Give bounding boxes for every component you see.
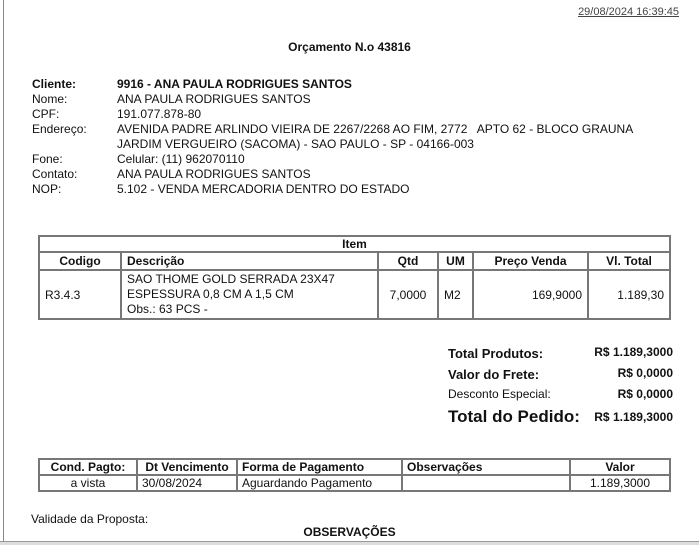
item-desc-line1: SAO THOME GOLD SERRADA 23X47: [127, 272, 335, 286]
item-preco: 169,9000: [473, 270, 588, 319]
endereco-line2: JARDIM VERGUEIRO (SACOMA) - SAO PAULO - SP - 04166-003: [117, 137, 474, 151]
valor-frete-value: R$ 0,0000: [617, 366, 673, 380]
cliente-value: 9916 - ANA PAULA RODRIGUES SANTOS: [117, 77, 352, 91]
item-obs: Obs.: 63 PCS -: [127, 302, 208, 316]
total-pedido-label: Total do Pedido:: [448, 407, 580, 426]
nop-value: 5.102 - VENDA MERCADORIA DENTRO DO ESTADO: [117, 182, 410, 196]
cliente-label: Cliente:: [32, 77, 77, 91]
item-desc-line2: ESPESSURA 0,8 CM A 1,5 CM: [127, 287, 294, 301]
col-descricao: Descrição: [121, 252, 378, 270]
table-row: [39, 475, 670, 491]
payment-table: [38, 458, 671, 492]
col-forma-pagamento: Forma de Pagamento: [237, 459, 402, 475]
observacoes-title: OBSERVAÇÕES: [303, 525, 396, 539]
item-descricao: [121, 270, 378, 319]
endereco-line1: AVENIDA PADRE ARLINDO VIEIRA DE 2267/2268 AO FIM, 2772 APTO 62 - BLOCO GRAUNA: [117, 122, 634, 136]
col-valor: Valor: [570, 459, 670, 475]
nome-value: ANA PAULA RODRIGUES SANTOS: [117, 92, 311, 106]
total-pedido-value: R$ 1.189,3000: [594, 410, 673, 424]
items-caption: Item: [39, 236, 670, 252]
timestamp: 29/08/2024 16:39:45: [578, 6, 679, 18]
item-qtd: 7,0000: [378, 270, 438, 319]
col-dt-vencimento: Dt Vencimento: [137, 459, 237, 475]
items-header-row: [39, 252, 670, 270]
fone-label: Fone:: [32, 152, 63, 166]
validade-label: Validade da Proposta:: [31, 512, 149, 526]
nop-label: NOP:: [32, 182, 62, 196]
cpf-label: CPF:: [32, 107, 60, 121]
total-produtos-label: Total Produtos:: [448, 346, 544, 361]
pay-valor: 1.189,3000: [570, 475, 670, 491]
col-um: UM: [438, 252, 473, 270]
item-codigo: R3.4.3: [39, 270, 121, 319]
desconto-label: Desconto Especial:: [448, 387, 551, 401]
horizontal-scrollbar[interactable]: [0, 541, 699, 545]
desconto-value: R$ 0,0000: [617, 387, 673, 401]
contato-label: Contato:: [32, 167, 78, 181]
fone-value: Celular: (11) 962070110: [117, 152, 245, 166]
col-qtd: Qtd: [378, 252, 438, 270]
item-um: M2: [438, 270, 473, 319]
col-codigo: Codigo: [39, 252, 121, 270]
item-total: 1.189,30: [588, 270, 670, 319]
pay-vencimento: 30/08/2024: [137, 475, 237, 491]
pay-cond: a vista: [39, 475, 137, 491]
valor-frete-label: Valor do Frete:: [448, 367, 540, 382]
endereco-label: Endereço:: [32, 122, 87, 136]
col-observacoes: Observações: [402, 459, 570, 475]
page-border: [3, 0, 4, 541]
page-title: Orçamento N.o 43816: [288, 40, 411, 54]
col-preco: Preço Venda: [473, 252, 588, 270]
pay-obs: [402, 475, 570, 491]
table-row: [39, 270, 670, 319]
col-total: Vl. Total: [588, 252, 670, 270]
total-produtos-value: R$ 1.189,3000: [594, 345, 673, 359]
nome-label: Nome:: [32, 92, 68, 106]
col-cond-pagto: Cond. Pagto:: [39, 459, 137, 475]
contato-value: ANA PAULA RODRIGUES SANTOS: [117, 167, 311, 181]
pay-forma: Aguardando Pagamento: [237, 475, 402, 491]
payment-header-row: [39, 459, 670, 475]
items-table: [38, 235, 671, 320]
cpf-value: 191.077.878-80: [117, 107, 202, 121]
